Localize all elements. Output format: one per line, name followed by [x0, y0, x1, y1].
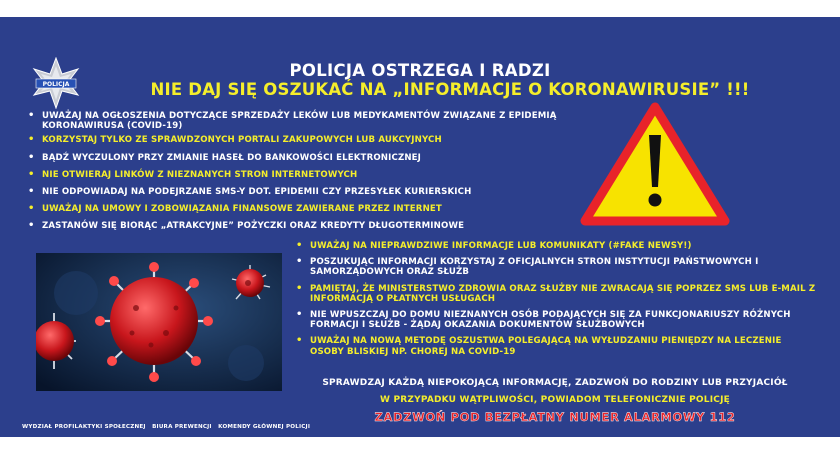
poster-banner [0, 17, 840, 437]
warning-triangle-icon [580, 101, 730, 227]
list-item: • ZASTANÓW SIĘ BIORĄC „ATRAKCYJNE” POŻYCZKI ORAZ KREDYTY DŁUGOTERMINOWE [28, 221, 568, 231]
warnings-list-top [28, 111, 568, 232]
list-item: • PAMIĘTAJ, ŻE MINISTERSTWO ZDROWIA ORAZ SŁUŻBY NIE ZWRACAJĄ SIĘ POPRZEZ SMS LUB E-MAIL Z INFORMACJĄ O PŁATNYCH USŁUGACH [296, 284, 816, 304]
page-subtitle: NIE DAJ SIĘ OSZUKAĆ NA „INFORMACJE O KORONAWIRUSIE” !!! [150, 80, 750, 99]
list-item: • KORZYSTAJ TYLKO ZE SPRAWDZONYCH PORTALI ZAKUPOWYCH LUB AUKCYJNYCH [28, 135, 568, 145]
list-item: • NIE ODPOWIADAJ NA PODEJRZANE SMS-Y DOT. EPIDEMII CZY PRZESYŁEK KURIERSKICH [28, 187, 568, 197]
advice-line-check: SPRAWDZAJ KAŻDĄ NIEPOKOJĄCĄ INFORMACJĘ, ZADZWOŃ DO RODZINY LUB PRZYJACIÓŁ [322, 378, 788, 388]
badge-label: POLICJA [42, 81, 70, 88]
coronavirus-illustration [36, 253, 282, 391]
list-item: • UWAŻAJ NA NOWĄ METODĘ OSZUSTWA POLEGAJĄCĄ NA WYŁUDZANIU PIENIĘDZY NA LECZENIE OSOBY BLISKIEJ NP. CHOREJ NA COVID-19 [296, 336, 816, 356]
advice-line-police: W PRZYPADKU WĄTPLIWOŚCI, POWIADOM TELEFONICZNIE POLICJĘ [380, 395, 730, 405]
list-item: • POSZUKUJĄC INFORMACJI KORZYSTAJ Z OFICJALNYCH STRON INSTYTUCJI PAŃSTWOWYCH I SAMORZĄDOWYCH ORAZ SŁUŻB [296, 257, 816, 277]
list-item: • NIE WPUSZCZAJ DO DOMU NIEZNANYCH OSÓB PODAJĄCYCH SIĘ ZA FUNKCJONARIUSZY RÓŻNYCH FORMACJI I SŁUŻB - ŻĄDAJ OKAZANIA DOKUMENTÓW SŁUŻBOWYCH [296, 310, 816, 330]
list-item: • BĄDŹ WYCZULONY PRZY ZMIANIE HASEŁ DO BANKOWOŚCI ELEKTRONICZNEJ [28, 153, 568, 163]
list-item: • UWAŻAJ NA NIEPRAWDZIWE INFORMACJE LUB KOMUNIKATY (#FAKE NEWSY!) [296, 241, 816, 251]
footer-credit: WYDZIAŁ PROFILAKTYKI SPOŁECZNEJ BIURA PREWENCJI KOMENDY GŁÓWNEJ POLICJI [22, 424, 311, 430]
page-title: POLICJA OSTRZEGA I RADZI [289, 61, 551, 80]
list-item: • UWAŻAJ NA OGŁOSZENIA DOTYCZĄCE SPRZEDAŻY LEKÓW LUB MEDYKAMENTÓW ZWIĄZANE Z EPIDEMIĄ KORONAWIRUSA (COVID-19) [28, 111, 568, 131]
list-item: • UWAŻAJ NA UMOWY I ZOBOWIĄZANIA FINANSOWE ZAWIERANE PRZEZ INTERNET [28, 204, 568, 214]
warnings-list-bottom [296, 241, 816, 357]
list-item: • NIE OTWIERAJ LINKÓW Z NIEZNANYCH STRON INTERNETOWYCH [28, 170, 568, 180]
emergency-number-line: ZADZWOŃ POD BEZPŁATNY NUMER ALARMOWY 112 [374, 410, 736, 424]
